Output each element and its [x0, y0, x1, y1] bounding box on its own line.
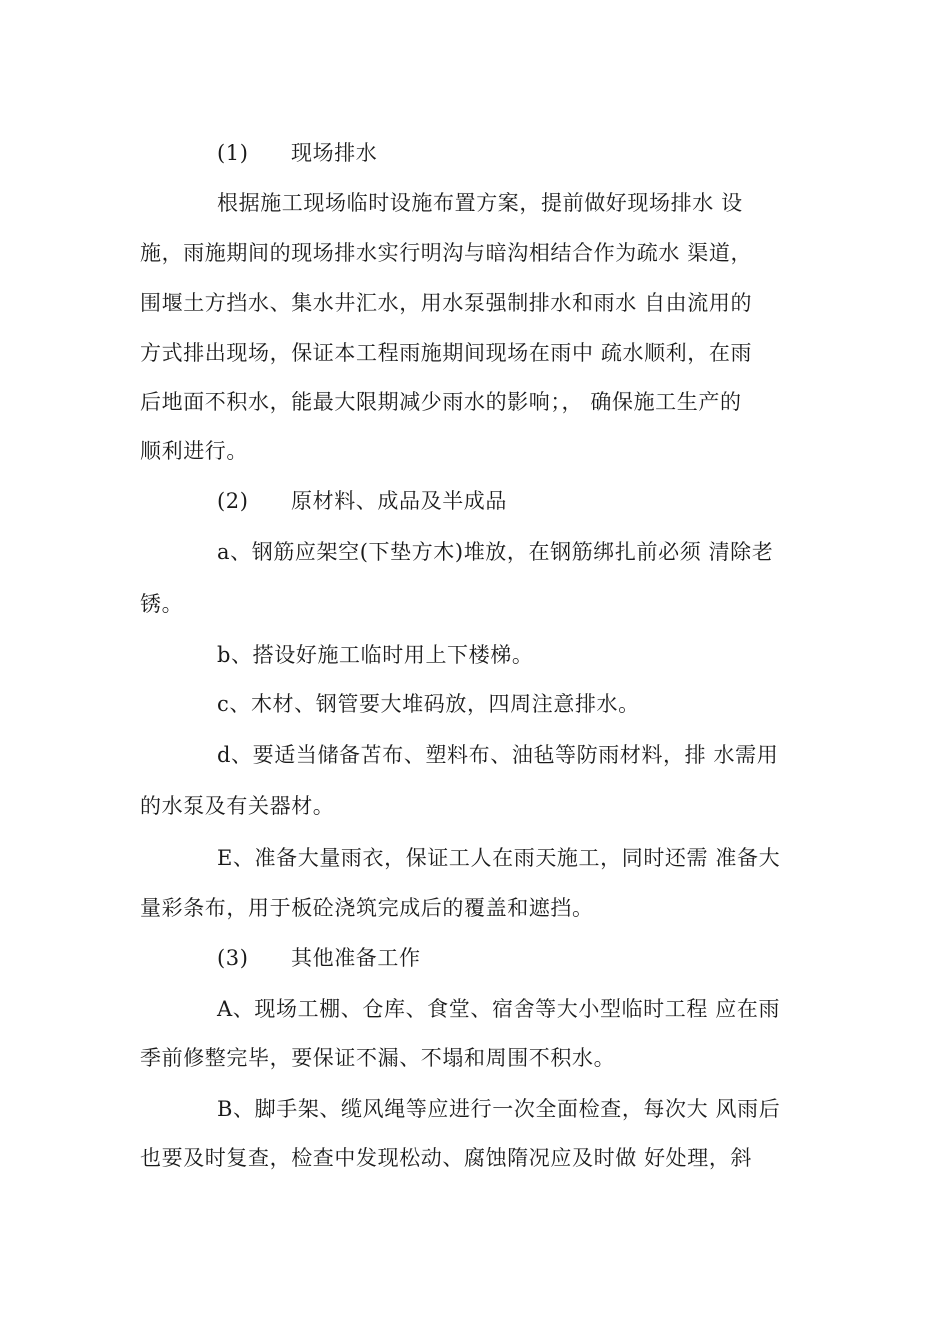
section-heading-2: [217, 486, 830, 516]
paragraph-line: 方式排出现场，保证本工程雨施期间现场在雨中 疏水顺利，在雨: [140, 341, 753, 365]
paragraph-line: E、准备大量雨衣，保证工人在雨天施工，同时还需 准备大: [217, 846, 781, 870]
paragraph-line: 围堰土方挡水、集水井汇水，用水泵强制排水和雨水 自由流用的: [140, 291, 753, 315]
section-number: (3): [217, 946, 249, 970]
section-heading-3: [217, 943, 830, 973]
paragraph-line: B、脚手架、缆风绳等应进行一次全面检查，每次大 风雨后: [217, 1097, 781, 1121]
paragraph-line: a、钢筋应架空(下垫方木)堆放，在钢筋绑扎前必须 清除老: [217, 540, 774, 564]
paragraph-line: 施，雨施期间的现场排水实行明沟与暗沟相结合作为疏水 渠道，: [140, 241, 753, 265]
paragraph-line: 根据施工现场临时设施布置方案，提前做好现场排水 设: [217, 191, 743, 215]
paragraph-line: d、要适当储备苫布、塑料布、油毡等防雨材料，排 水需用: [217, 743, 779, 767]
section-title: 原材料、成品及半成品: [291, 489, 507, 513]
paragraph-line: b、搭设好施工临时用上下楼梯。: [217, 643, 534, 667]
paragraph-line: 的水泵及有关器材。: [140, 794, 335, 818]
section-title: 现场排水: [291, 141, 378, 165]
paragraph-line: 量彩条布，用于板砼浇筑完成后的覆盖和遮挡。: [140, 896, 594, 920]
section-number: (1): [217, 141, 249, 165]
section-heading-1: [217, 138, 830, 168]
paragraph-line: A、现场工棚、仓库、食堂、宿舍等大小型临时工程 应在雨: [217, 997, 781, 1021]
paragraph-line: 后地面不积水，能最大限期减少雨水的影响；， 确保施工生产的: [140, 390, 742, 414]
paragraph-line: 顺利进行。: [140, 439, 248, 463]
paragraph-line: c、木材、钢管要大堆码放，四周注意排水。: [217, 692, 640, 716]
paragraph-line: 锈。: [140, 592, 184, 616]
paragraph-line: 季前修整完毕，要保证不漏、不塌和周围不积水。: [140, 1046, 616, 1070]
section-number: (2): [217, 489, 249, 513]
section-title: 其他准备工作: [291, 946, 421, 970]
paragraph-line: 也要及时复查，检查中发现松动、腐蚀隋况应及时做 好处理，斜: [140, 1146, 753, 1170]
